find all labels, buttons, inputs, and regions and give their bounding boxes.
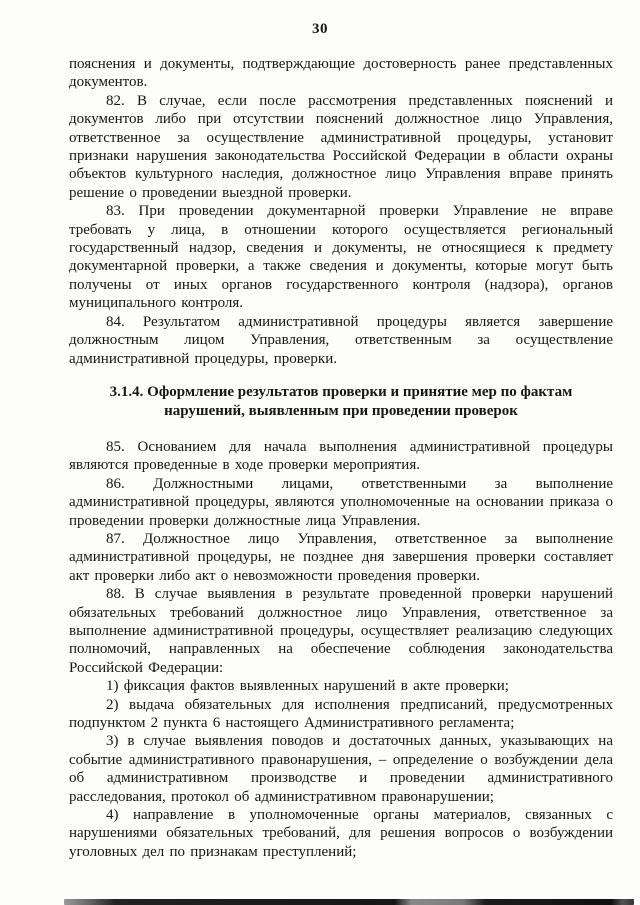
list-item-1: 1) фиксация фактов выявленных нарушений в акте проверки; bbox=[106, 678, 509, 695]
list-item-3: 3) в случае выявления поводов и достаточных данных, указывающих на событие административного правонарушения, – определение о возбуждении дела об административном производстве и проведении административного расследования, протокол об административном правонарушении; bbox=[69, 733, 613, 805]
paragraph-84: 84. Результатом административной процедуры является завершение должностным лицом Управления, ответственным за осуществление административной процедуры, проверки. bbox=[69, 313, 613, 367]
paragraph-continuation: пояснения и документы, подтверждающие достоверность ранее представленных документов. bbox=[69, 56, 613, 91]
list-item-2: 2) выдача обязательных для исполнения предписаний, предусмотренных подпунктом 2 пункта 6 настоящего Административного регламента; bbox=[69, 696, 613, 731]
scan-edge-artifact bbox=[64, 899, 634, 905]
paragraph-87: 87. Должностное лицо Управления, ответственное за выполнение административной процедуры, не позднее дня завершения проверки составляет акт проверки либо акт о невозможности проведения проверки. bbox=[69, 530, 613, 584]
document-body bbox=[0, 38, 640, 861]
paragraph-88: 88. В случае выявления в результате проведенной проверки нарушений обязательных требований должностное лицо Управления, ответственное за выполнение административной процедуры, осуществляет реализацию следующих полномочий, направленных на обеспечение соблюдения законодательства Российской Федерации: bbox=[69, 586, 613, 676]
list-item-4: 4) направление в уполномоченные органы материалов, связанных с нарушениями обязательных требований, для решения вопросов о возбуждении уголовных дел по признакам преступлений; bbox=[69, 807, 613, 860]
paragraph-85: 85. Основанием для начала выполнения административной процедуры являются проведенные в ходе проверки мероприятия. bbox=[69, 438, 613, 474]
section-heading: 3.1.4. Оформление результатов проверки и принятие мер по фактам нарушений, выявленным при проведении проверок bbox=[109, 383, 573, 420]
paragraph-86: 86. Должностными лицами, ответственными за выполнение административной процедуры, являются уполномоченные на основании приказа о проведении проверки должностные лица Управления. bbox=[69, 475, 613, 529]
page-number: 30 bbox=[312, 21, 328, 37]
paragraph-83: 83. При проведении документарной проверки Управление не вправе требовать у лица, в отношении которого осуществляется региональный государственный надзор, сведения и документы, не относящиеся к предмету документарной проверки, а также сведения и документы, которые могут быть получены от иных органов государственного контроля (надзора), органов муниципального контроля. bbox=[69, 203, 613, 312]
paragraph-82: 82. В случае, если после рассмотрения представленных пояснений и документов либо при отсутствии пояснений должностное лицо Управления, ответственное за осуществление административной процедуры, установит признаки нарушения законодательства Российской Федерации в области охраны объектов культурного наследия, должностное лицо Управления вправе принять решение о проведении выездной проверки. bbox=[69, 92, 613, 201]
